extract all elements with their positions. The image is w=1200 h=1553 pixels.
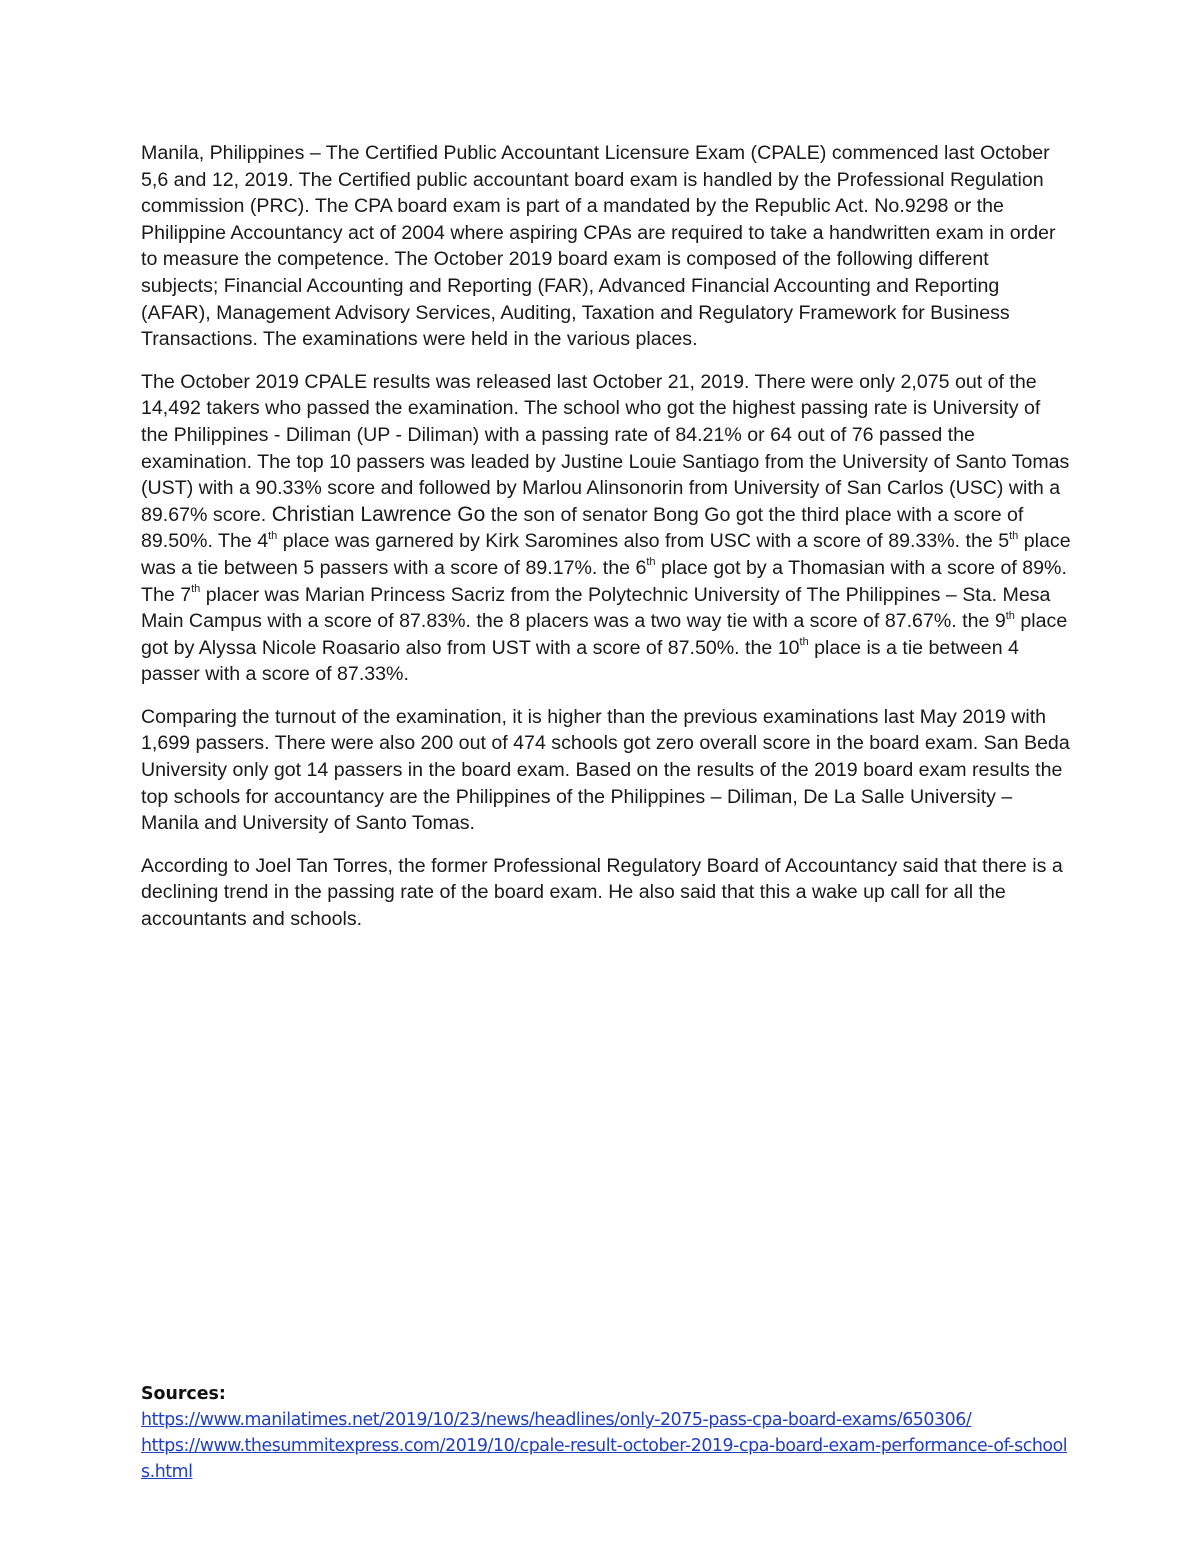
ordinal-suffix: th <box>799 636 809 649</box>
results-text-3: place was garnered by Kirk Saromines also from USC with a score of 89.33%. the 5 <box>277 530 1010 553</box>
paragraph-quote: According to Joel Tan Torres, the former Professional Regulatory Board of Accountancy said that there is a declining trend in the passing rate of the board exam. He also said that this a wake up call for all the accountants and schools. <box>141 854 1063 931</box>
results-text-4: place was a tie between 5 passers with a score of 89.17%. the 6 <box>141 530 1071 579</box>
ordinal-suffix: th <box>1005 609 1015 622</box>
source-link-manilatimes[interactable]: https://www.manilatimes.net/2019/10/23/news/headlines/only-2075-pass-cpa-board-exams/650306/ <box>141 1410 972 1430</box>
results-text-6: placer was Marian Princess Sacriz from the Polytechnic University of The Philippines – Sta. Mesa Main Campus with a score of 87.83%. the 8 placers was a two way tie with a score of 87.67%. the 9 <box>141 583 1051 633</box>
paragraph-comparison: Comparing the turnout of the examination, it is higher than the previous examinations last May 2019 with 1,699 passers. There were also 200 out of 474 schools got zero overall score in the board exam. San Beda University only got 14 passers in the board exam. Based on the results of the 2019 board exam results the top schools for accountancy are the Philippines of the Philippines – Diliman, De La Salle University – Manila and University of Santo Tomas. <box>141 705 1070 835</box>
ordinal-suffix: th <box>646 556 656 569</box>
results-text-1: The October 2019 CPALE results was released last October 21, 2019. There were only 2,075 out of the 14,492 takers who passed the examination. The school who got the highest passing rate is University of the Philippines - Diliman (UP - Diliman) with a passing rate of 84.21% or 64 out of 76 passed the examination. The top 10 passers was leaded by Justine Louie Santiago from the University of Santo Tomas (UST) with a 90.33% score and followed by Marlou Alinsonorin from University of San Carlos (USC) with a 89.67% score. <box>141 370 1070 526</box>
sources-section <box>141 1381 1071 1485</box>
results-text-name: Christian Lawrence Go <box>271 502 486 526</box>
results-text-8: place is a tie between 4 passer with a score of 87.33%. <box>141 636 1019 686</box>
results-text-7: place got by Alyssa Nicole Roasario also from UST with a score of 87.50%. the 10 <box>141 610 1068 659</box>
paragraph-intro: Manila, Philippines – The Certified Public Accountant Licensure Exam (CPALE) commenced last October 5,6 and 12, 2019. The Certified public accountant board exam is handled by the Professional Regulation commission (PRC). The CPA board exam is part of a mandated by the Republic Act. No.9298 or the Philippine Accountancy act of 2004 where aspiring CPAs are required to take a handwritten exam in order to measure the competence. The October 2019 board exam is composed of the following different subjects; Financial Accounting and Reporting (FAR), Advanced Financial Accounting and Reporting (AFAR), Management Advisory Services, Auditing, Taxation and Regulatory Framework for Business Transactions. The examinations were held in the various places. <box>141 142 1056 351</box>
ordinal-suffix: th <box>191 582 201 595</box>
results-text-5: place got by a Thomasian with a score of 89%. The 7 <box>141 556 1067 606</box>
results-text-2: the son of senator Bong Go got the third place with a score of 89.50%. The 4 <box>141 503 1024 553</box>
article-body <box>141 140 1071 949</box>
ordinal-suffix: th <box>1009 529 1019 542</box>
sources-label: Sources: <box>141 1384 226 1404</box>
paragraph-results <box>141 369 1071 688</box>
ordinal-suffix: th <box>268 529 278 542</box>
source-link-summitexpress[interactable]: https://www.thesummitexpress.com/2019/10/cpale-result-october-2019-cpa-board-exam-performance-of-schools.html <box>141 1436 1068 1482</box>
